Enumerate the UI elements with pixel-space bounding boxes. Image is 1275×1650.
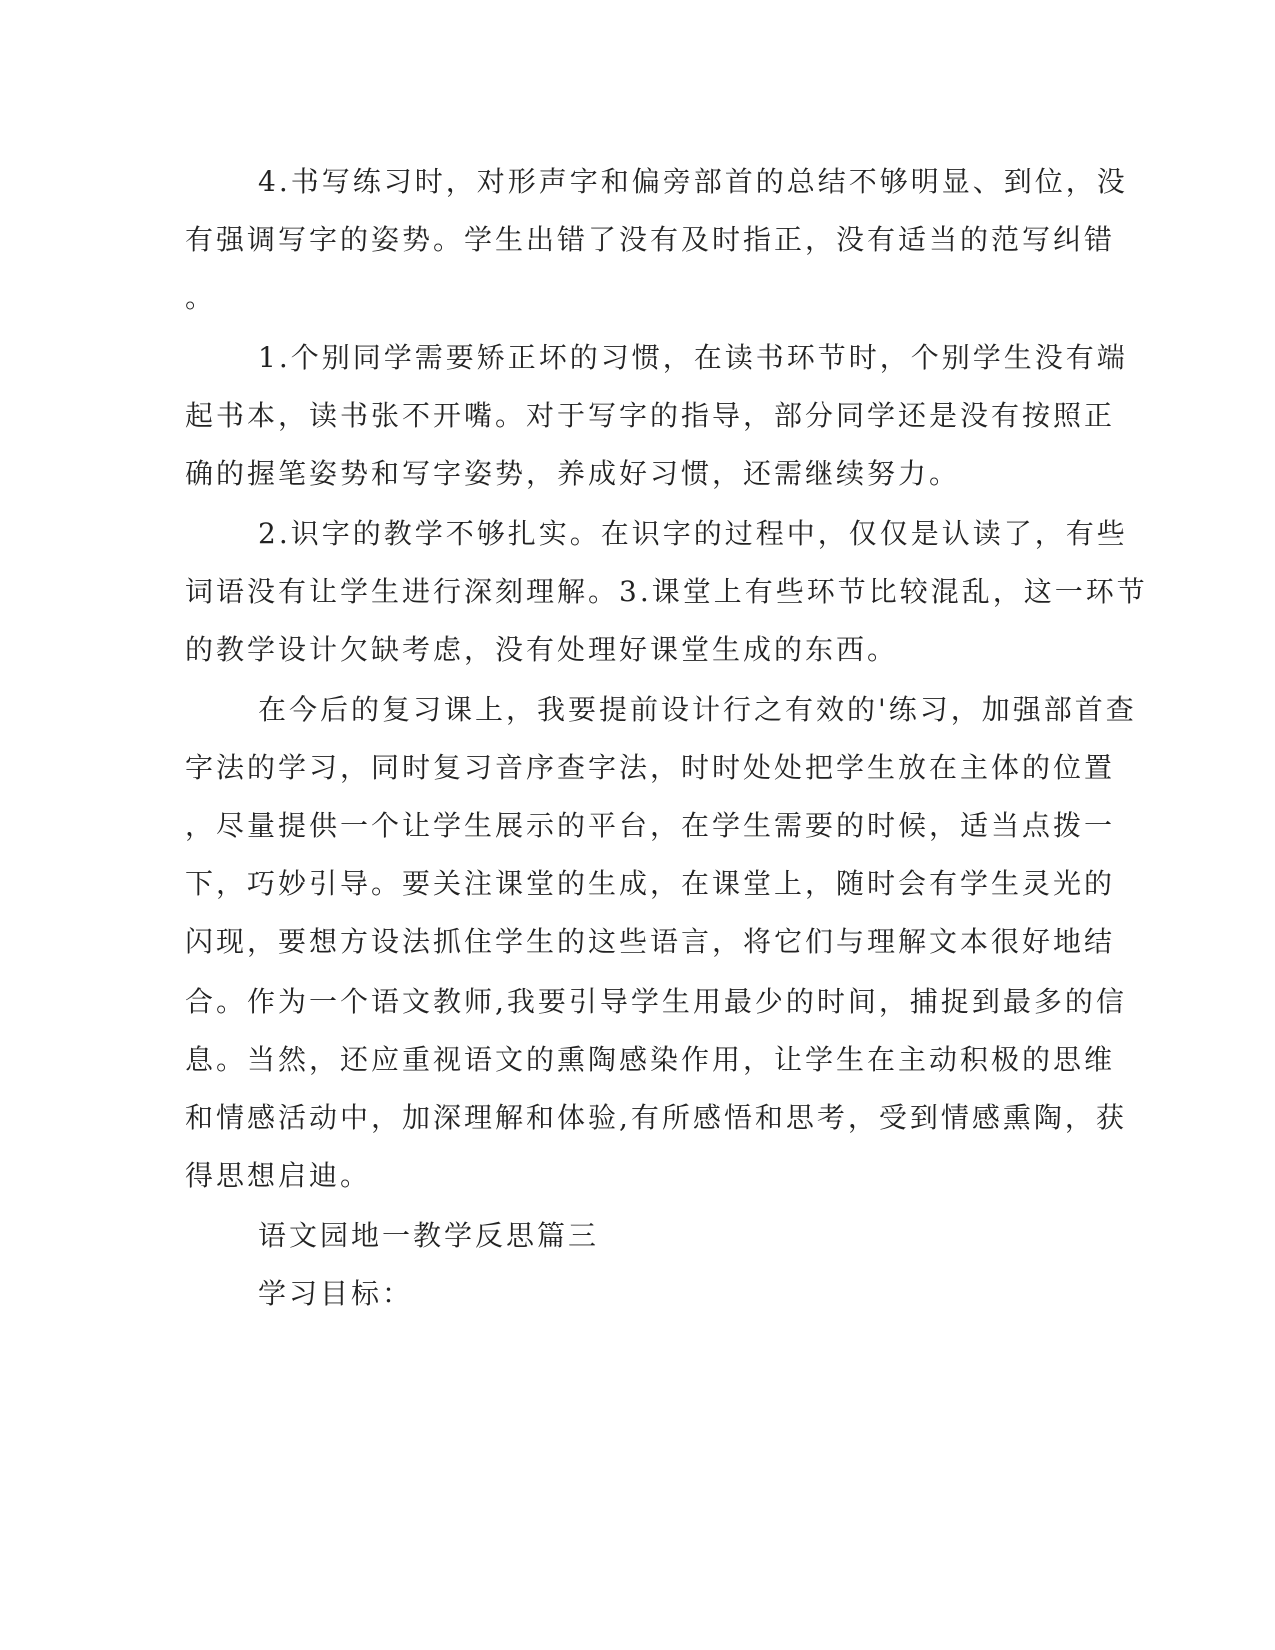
text-line: 2.识字的教学不够扎实。在识字的过程中，仅仅是认读了，有些	[258, 517, 1128, 550]
text-line: 字法的学习，同时复习音序查字法，时时处处把学生放在主体的位置	[185, 751, 1116, 784]
text-line: 下，巧妙引导。要关注课堂的生成，在课堂上，随时会有学生灵光的	[185, 867, 1116, 900]
text-line: 起书本，读书张不开嘴。对于写字的指导，部分同学还是没有按照正	[185, 399, 1116, 432]
text-line: 1.个别同学需要矫正坏的习惯，在读书环节时，个别学生没有端	[258, 341, 1128, 374]
text-line: 确的握笔姿势和写字姿势，养成好习惯，还需继续努力。	[185, 457, 961, 490]
section-heading: 语文园地一教学反思篇三	[258, 1219, 600, 1252]
text-line: 闪现，要想方设法抓住学生的这些语言，将它们与理解文本很好地结	[185, 925, 1116, 958]
text-line: 和情感活动中，加深理解和体验,有所感悟和思考，受到情感熏陶，获	[185, 1101, 1127, 1134]
text-line: 息。当然，还应重视语文的熏陶感染作用，让学生在主动积极的思维	[185, 1043, 1116, 1076]
subheading: 学习目标：	[258, 1277, 414, 1310]
text-line: 4.书写练习时，对形声字和偏旁部首的总结不够明显、到位，没	[258, 165, 1128, 198]
text-line: 。	[185, 281, 217, 314]
text-line: 词语没有让学生进行深刻理解。3.课堂上有些环节比较混乱，这一环节	[185, 575, 1148, 608]
text-line: 合。作为一个语文教师,我要引导学生用最少的时间，捕捉到最多的信	[185, 985, 1127, 1018]
text-line: 得思想启迪。	[185, 1159, 372, 1192]
text-line: 有强调写字的姿势。学生出错了没有及时指正，没有适当的范写纠错	[185, 223, 1116, 256]
text-line: 在今后的复习课上，我要提前设计行之有效的'练习，加强部首查	[258, 693, 1137, 726]
text-line: ，尽量提供一个让学生展示的平台，在学生需要的时候，适当点拨一	[185, 809, 1116, 842]
text-line: 的教学设计欠缺考虑，没有处理好课堂生成的东西。	[185, 633, 899, 666]
